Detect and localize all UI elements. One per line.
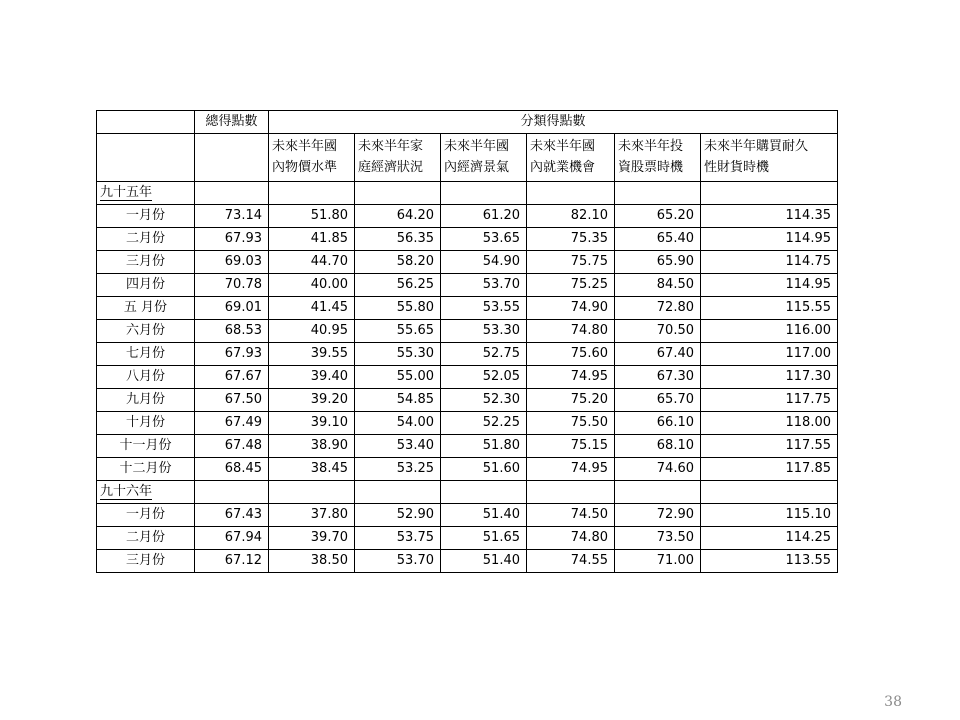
category-header-line: 內就業機會: [530, 160, 596, 175]
category-score-cell: 39.55: [269, 343, 355, 366]
category-score-cell: 75.50: [527, 412, 615, 435]
category-score-cell: 66.10: [615, 412, 701, 435]
year-label-cell: [97, 481, 195, 504]
category-score-cell: 55.80: [355, 297, 441, 320]
category-score-cell: 118.00: [701, 412, 838, 435]
category-score-cell: 84.50: [615, 274, 701, 297]
category-score-cell: 65.70: [615, 389, 701, 412]
month-label: 三月份: [97, 251, 195, 274]
month-label: 一月份: [97, 504, 195, 527]
category-score-cell: 55.65: [355, 320, 441, 343]
category-score-cell: 74.90: [527, 297, 615, 320]
category-score-cell: 39.20: [269, 389, 355, 412]
category-score-cell: 75.15: [527, 435, 615, 458]
category-score-cell: 56.35: [355, 228, 441, 251]
year-label-cell: [97, 182, 195, 205]
category-score-cell: 114.35: [701, 205, 838, 228]
total-score-cell: 67.48: [195, 435, 269, 458]
empty-cell: [355, 182, 441, 205]
table-row: [97, 504, 838, 527]
category-header-line: 未來半年國: [444, 139, 510, 154]
total-score-header: 總得點數: [195, 111, 269, 134]
total-score-cell: 69.01: [195, 297, 269, 320]
empty-cell: [701, 182, 838, 205]
total-score-cell: 67.12: [195, 550, 269, 573]
category-score-cell: 117.75: [701, 389, 838, 412]
category-score-cell: 117.85: [701, 458, 838, 481]
confidence-index-table: [96, 110, 838, 573]
table-row: [97, 366, 838, 389]
category-score-cell: 75.35: [527, 228, 615, 251]
category-score-cell: 38.45: [269, 458, 355, 481]
month-label: 三月份: [97, 550, 195, 573]
category-score-cell: 52.05: [441, 366, 527, 389]
empty-cell: [195, 182, 269, 205]
year-row: [97, 182, 838, 205]
category-header-line: 未來半年國: [530, 139, 596, 154]
category-header-line: 未來半年國: [272, 139, 338, 154]
category-score-cell: 74.95: [527, 458, 615, 481]
category-score-cell: 53.40: [355, 435, 441, 458]
total-score-cell: 70.78: [195, 274, 269, 297]
category-header-cell: [527, 134, 615, 182]
year-label: 九十五年: [100, 185, 153, 200]
category-score-cell: 39.10: [269, 412, 355, 435]
category-header-cell: [441, 134, 527, 182]
category-score-cell: 53.70: [355, 550, 441, 573]
category-score-cell: 54.85: [355, 389, 441, 412]
category-score-cell: 38.50: [269, 550, 355, 573]
total-score-subheader-empty: [195, 134, 269, 182]
category-score-cell: 51.40: [441, 504, 527, 527]
month-label: 一月份: [97, 205, 195, 228]
category-header-line: 性財貨時機: [704, 160, 770, 175]
total-score-cell: 67.49: [195, 412, 269, 435]
category-header-cell: [355, 134, 441, 182]
month-label: 十一月份: [97, 435, 195, 458]
category-score-cell: 67.30: [615, 366, 701, 389]
total-score-cell: 69.03: [195, 251, 269, 274]
total-score-cell: 73.14: [195, 205, 269, 228]
total-score-cell: 67.93: [195, 228, 269, 251]
month-label: 七月份: [97, 343, 195, 366]
category-score-cell: 65.90: [615, 251, 701, 274]
category-score-cell: 53.70: [441, 274, 527, 297]
category-score-cell: 115.55: [701, 297, 838, 320]
category-score-cell: 61.20: [441, 205, 527, 228]
category-score-cell: 116.00: [701, 320, 838, 343]
category-header-cell: [269, 134, 355, 182]
category-score-cell: 114.95: [701, 228, 838, 251]
category-score-cell: 74.95: [527, 366, 615, 389]
header-row-2: [97, 134, 838, 182]
category-header-line: 未來半年購買耐久: [704, 139, 809, 154]
table-row: [97, 527, 838, 550]
category-score-cell: 72.80: [615, 297, 701, 320]
table-row: [97, 228, 838, 251]
category-score-cell: 114.25: [701, 527, 838, 550]
category-header-cell: [701, 134, 838, 182]
header-corner-cell: [97, 111, 195, 134]
category-score-cell: 117.00: [701, 343, 838, 366]
month-label: 十月份: [97, 412, 195, 435]
category-score-cell: 41.85: [269, 228, 355, 251]
table-row: [97, 389, 838, 412]
category-score-cell: 40.00: [269, 274, 355, 297]
category-score-cell: 67.40: [615, 343, 701, 366]
empty-cell: [615, 481, 701, 504]
empty-cell: [269, 182, 355, 205]
total-score-cell: 68.45: [195, 458, 269, 481]
category-score-cell: 51.65: [441, 527, 527, 550]
total-score-cell: 67.67: [195, 366, 269, 389]
category-score-cell: 52.75: [441, 343, 527, 366]
category-header-cell: [615, 134, 701, 182]
page-number: 38: [884, 694, 902, 710]
table-row: [97, 458, 838, 481]
month-label: 四月份: [97, 274, 195, 297]
category-score-cell: 54.00: [355, 412, 441, 435]
category-score-cell: 68.10: [615, 435, 701, 458]
category-score-cell: 75.25: [527, 274, 615, 297]
empty-cell: [355, 481, 441, 504]
category-score-cell: 52.90: [355, 504, 441, 527]
empty-cell: [527, 481, 615, 504]
category-score-cell: 72.90: [615, 504, 701, 527]
table-row: [97, 550, 838, 573]
month-label: 九月份: [97, 389, 195, 412]
table-row: [97, 435, 838, 458]
category-score-cell: 114.75: [701, 251, 838, 274]
empty-cell: [615, 182, 701, 205]
category-score-cell: 74.50: [527, 504, 615, 527]
category-score-cell: 38.90: [269, 435, 355, 458]
empty-cell: [441, 182, 527, 205]
table-row: [97, 251, 838, 274]
category-score-cell: 114.95: [701, 274, 838, 297]
category-header-line: 未來半年家: [358, 139, 424, 154]
category-header-line: 未來半年投: [618, 139, 684, 154]
category-header-line: 資股票時機: [618, 160, 684, 175]
category-header-line: 庭經濟狀況: [358, 160, 424, 175]
category-score-cell: 74.80: [527, 320, 615, 343]
category-header-line: 內經濟景氣: [444, 160, 510, 175]
category-score-cell: 73.50: [615, 527, 701, 550]
month-label: 五 月份: [97, 297, 195, 320]
category-score-cell: 37.80: [269, 504, 355, 527]
category-score-cell: 74.80: [527, 527, 615, 550]
table-body: [97, 111, 838, 573]
empty-cell: [441, 481, 527, 504]
total-score-cell: 67.43: [195, 504, 269, 527]
year-row: [97, 481, 838, 504]
category-score-cell: 54.90: [441, 251, 527, 274]
category-score-cell: 51.40: [441, 550, 527, 573]
category-score-cell: 65.20: [615, 205, 701, 228]
category-score-cell: 53.55: [441, 297, 527, 320]
category-score-cell: 52.25: [441, 412, 527, 435]
category-score-cell: 39.40: [269, 366, 355, 389]
category-score-cell: 55.30: [355, 343, 441, 366]
category-score-cell: 117.30: [701, 366, 838, 389]
table-row: [97, 320, 838, 343]
category-header-line: 內物價水準: [272, 160, 338, 175]
category-score-cell: 41.45: [269, 297, 355, 320]
table-row: [97, 297, 838, 320]
table-row: [97, 205, 838, 228]
category-score-cell: 44.70: [269, 251, 355, 274]
empty-cell: [527, 182, 615, 205]
category-score-cell: 75.75: [527, 251, 615, 274]
category-score-cell: 113.55: [701, 550, 838, 573]
empty-cell: [701, 481, 838, 504]
total-score-cell: 67.94: [195, 527, 269, 550]
category-score-cell: 51.80: [269, 205, 355, 228]
category-score-cell: 52.30: [441, 389, 527, 412]
month-label: 二月份: [97, 228, 195, 251]
month-label: 六月份: [97, 320, 195, 343]
category-score-cell: 53.30: [441, 320, 527, 343]
header-row-1: [97, 111, 838, 134]
category-score-cell: 71.00: [615, 550, 701, 573]
category-score-cell: 115.10: [701, 504, 838, 527]
month-label: 八月份: [97, 366, 195, 389]
category-score-cell: 51.80: [441, 435, 527, 458]
category-score-cell: 40.95: [269, 320, 355, 343]
total-score-cell: 67.50: [195, 389, 269, 412]
month-label: 二月份: [97, 527, 195, 550]
table-row: [97, 343, 838, 366]
category-score-cell: 51.60: [441, 458, 527, 481]
month-label: 十二月份: [97, 458, 195, 481]
table-row: [97, 274, 838, 297]
category-score-cell: 65.40: [615, 228, 701, 251]
category-score-cell: 70.50: [615, 320, 701, 343]
category-score-cell: 74.55: [527, 550, 615, 573]
category-score-header: 分類得點數: [269, 111, 838, 134]
total-score-cell: 68.53: [195, 320, 269, 343]
category-score-cell: 75.60: [527, 343, 615, 366]
category-score-cell: 55.00: [355, 366, 441, 389]
category-score-cell: 58.20: [355, 251, 441, 274]
category-score-cell: 39.70: [269, 527, 355, 550]
category-score-cell: 117.55: [701, 435, 838, 458]
year-label: 九十六年: [100, 484, 153, 499]
category-score-cell: 82.10: [527, 205, 615, 228]
empty-cell: [269, 481, 355, 504]
category-score-cell: 64.20: [355, 205, 441, 228]
total-score-cell: 67.93: [195, 343, 269, 366]
empty-cell: [195, 481, 269, 504]
category-score-cell: 53.25: [355, 458, 441, 481]
category-score-cell: 56.25: [355, 274, 441, 297]
category-score-cell: 53.65: [441, 228, 527, 251]
category-score-cell: 75.20: [527, 389, 615, 412]
category-score-cell: 74.60: [615, 458, 701, 481]
category-score-cell: 53.75: [355, 527, 441, 550]
header-corner-cell-2: [97, 134, 195, 182]
table-row: [97, 412, 838, 435]
